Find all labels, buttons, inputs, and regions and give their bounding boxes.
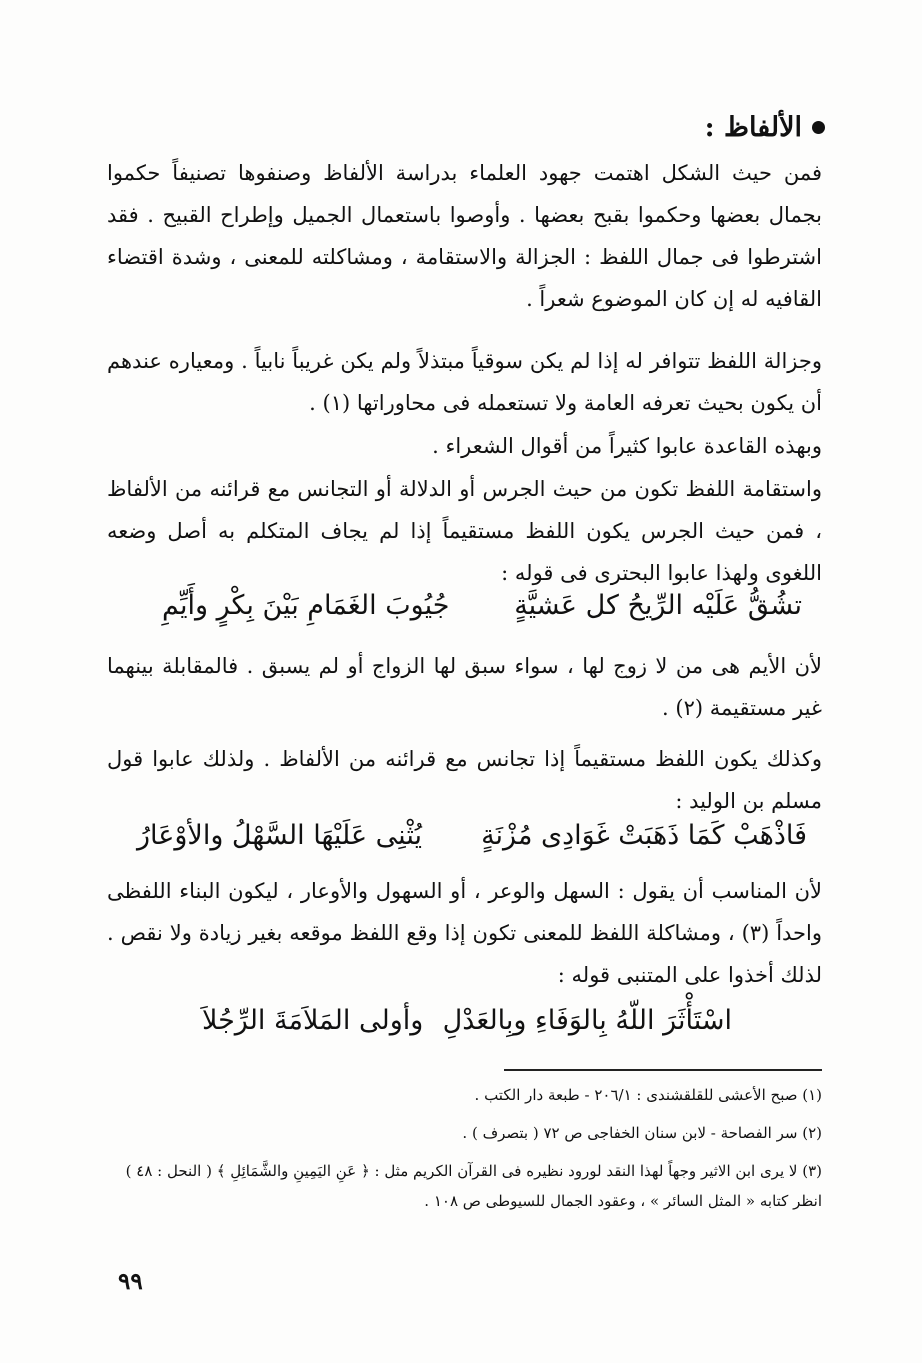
footnote-1: (١) صبح الأعشى للقلقشندى : ٢٠٦/١ - طبعة دار الكتب . <box>474 1086 822 1104</box>
paragraph-text: فمن حيث الشكل اهتمت جهود العلماء بدراسة الألفاظ وصنفوها تصنيفاً حكموا بجمال بعضها وحكموا بقبح بعضها . وأوصوا باستعمال الجميل وإطراح القبيح . فقد اشترطوا فى جمال اللفظ : الجزالة والاستقامة ، ومشاكلته للمعنى ، وشدة اقتضاء القافيه له إن كان الموضوع شعراً . <box>107 161 822 311</box>
paragraph-text: واستقامة اللفظ تكون من حيث الجرس أو الدلالة أو التجانس مع قرائنه من الألفاظ ، فمن حيث الجرس يكون اللفظ مستقيماً إذا لم يجاف المتكلم به أصل وضعه اللغوى ولهذا عابوا البحترى فى قوله : <box>107 477 822 585</box>
paragraph-text: لأن الأيم هى من لا زوج لها ، سواء سبق لها الزواج أو لم يسبق . فالمقابلة بينهما غير مستقيمة (٢) . <box>107 654 822 720</box>
paragraph-text: لأن المناسب أن يقول : السهل والوعر ، أو السهول والأوعار ، ليكون البناء اللفظى واحداً (٣) ، ومشاكلة اللفظ للمعنى تكون إذا وقع اللفظ موقعه بغير زيادة ولا نقص . لذلك أخذوا على المتنبى قوله : <box>107 879 823 987</box>
footnote-2: (٢) سر الفصاحة - لابن سنان الخفاجى ص ٧٢ ( بتصرف ) . <box>462 1124 822 1142</box>
paragraph-text: وكذلك يكون اللفظ مستقيماً إذا تجانس مع قرائنه من الألفاظ . ولذلك عابوا قول مسلم بن الوليد : <box>107 747 822 813</box>
verse-3 <box>202 1005 732 1036</box>
paragraph-7 <box>107 870 822 996</box>
paragraph-3 <box>107 425 822 467</box>
verse-first-hemistich: فَاذْهَبْ كَمَا ذَهَبَتْ غَوَادِى مُزْنَةٍ <box>481 820 807 851</box>
verse-second-hemistich: وأولى المَلاَمَةَ الرِّجُلاَ <box>202 1005 424 1036</box>
paragraph-5 <box>107 645 822 729</box>
paragraph-text: وجزالة اللفظ تتوافر له إذا لم يكن سوقياً مبتذلاً ولم يكن غريباً نابياً . ومعياره عندهم أن يكون بحيث تعرفه العامة ولا تستعمله فى محاوراتها (١) . <box>107 349 822 415</box>
footnote-3: (٣) لا يرى ابن الاثير وجهاً لهذا النقد لورود نظيره فى القرآن الكريم مثل : ﴿ عَنِ اليَمِينِ والشَّمَائِلِ ﴾ ( النحل : ٤٨ ) انظر كتابه « المثل السائر » ، وعقود الجمال للسيوطى ص ١٠٨ . <box>125 1162 822 1210</box>
section-heading <box>705 112 825 143</box>
verse-2 <box>137 820 807 851</box>
paragraph-4 <box>107 468 822 594</box>
verse-1 <box>162 590 802 621</box>
footnote-divider <box>504 1069 822 1071</box>
verse-second-hemistich: يُثْنِى عَلَيْهَا السَّهْلُ والأوْعَارُ <box>137 820 422 851</box>
verse-first-hemistich: تشُقُّ عَلَيْه الرِّيحُ كل عَشيَّةٍ <box>514 590 802 621</box>
bullet-icon <box>812 121 825 134</box>
paragraph-text: وبهذه القاعدة عابوا كثيراً من أقوال الشعراء . <box>432 434 822 458</box>
paragraph-2 <box>107 340 822 424</box>
page-number: ٩٩ <box>118 1268 143 1295</box>
section-heading-label: الألفاظ : <box>704 112 802 143</box>
paragraph-1 <box>107 152 822 320</box>
verse-second-hemistich: جُيُوبَ الغَمَامِ بَيْنَ بِكْرٍ وأَيِّمِ <box>162 590 450 621</box>
paragraph-6 <box>107 738 822 822</box>
verse-first-hemistich: اسْتَأْثَرَ اللّهُ بِالوَفَاءِ وبِالعَدْلِ <box>442 1005 732 1036</box>
